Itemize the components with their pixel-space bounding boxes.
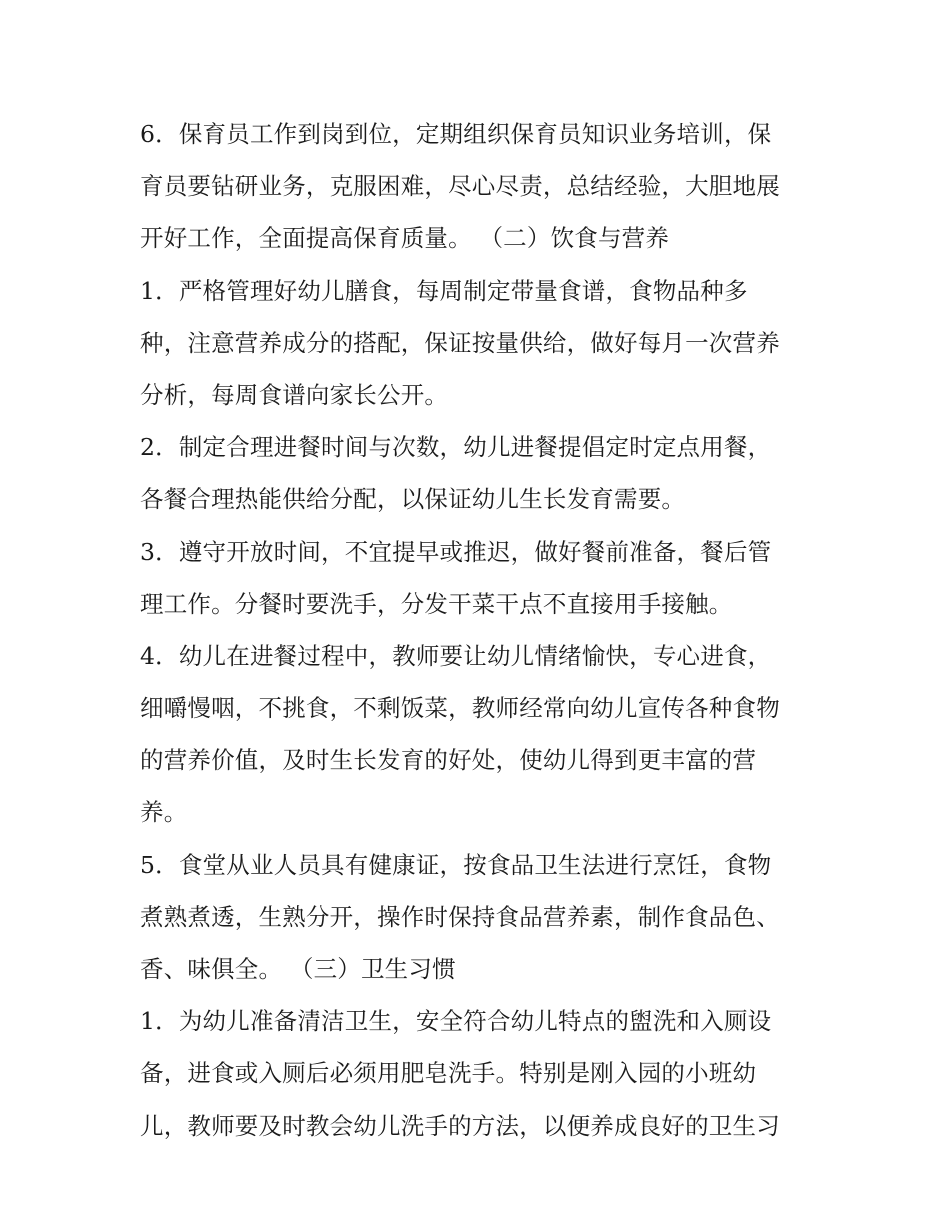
text-line: 的营养价值，及时生长发育的好处，使幼儿得到更丰富的营 (140, 746, 757, 775)
text-line: 煮熟煮透，生熟分开，操作时保持食品营养素，制作食品色、 (140, 902, 780, 931)
text-line: 备，进食或入厕后必须用肥皂洗手。特别是刚入园的小班幼 (140, 1059, 757, 1088)
text-line: 养。 (140, 798, 188, 827)
text-line: 各餐合理热能供给分配，以保证幼儿生长发育需要。 (140, 485, 686, 514)
text-line: 4．幼儿在进餐过程中，教师要让幼儿情绪愉快，专心进食， (140, 641, 772, 670)
text-line: 香、味俱全。 （三）卫生习惯 (140, 955, 456, 983)
text-line: 6．保育员工作到岗到位，定期组织保育员知识业务培训，保 (140, 120, 772, 148)
text-line: 5．食堂从业人员具有健康证，按食品卫生法进行烹饪，食物 (140, 850, 772, 879)
text-line: 种，注意营养成分的搭配，保证按量供给，做好每月一次营养 (140, 328, 780, 357)
text-line: 1．严格管理好幼儿膳食，每周制定带量食谱，食物品种多 (140, 276, 748, 305)
document-body (140, 108, 820, 1152)
text-line: 1．为幼儿准备清洁卫生，安全符合幼儿特点的盥洗和入厕设 (140, 1007, 772, 1036)
text-line: 2．制定合理进餐时间与次数，幼儿进餐提倡定时定点用餐， (140, 433, 772, 462)
text-line: 理工作。分餐时要洗手，分发干菜干点不直接用手接触。 (140, 589, 733, 618)
text-line: 儿，教师要及时教会幼儿洗手的方法，以便养成良好的卫生习 (140, 1111, 780, 1140)
text-line: 开好工作，全面提高保育质量。 （二）饮食与营养 (140, 224, 670, 253)
text-line: 育员要钻研业务，克服困难，尽心尽责，总结经验，大胆地展 (140, 172, 780, 201)
text-line: 细嚼慢咽，不挑食，不剩饭菜，教师经常向幼儿宣传各种食物 (140, 694, 780, 723)
text-line: 3．遵守开放时间，不宜提早或推迟，做好餐前准备，餐后管 (140, 537, 772, 566)
text-line: 分析，每周食谱向家长公开。 (140, 380, 449, 409)
